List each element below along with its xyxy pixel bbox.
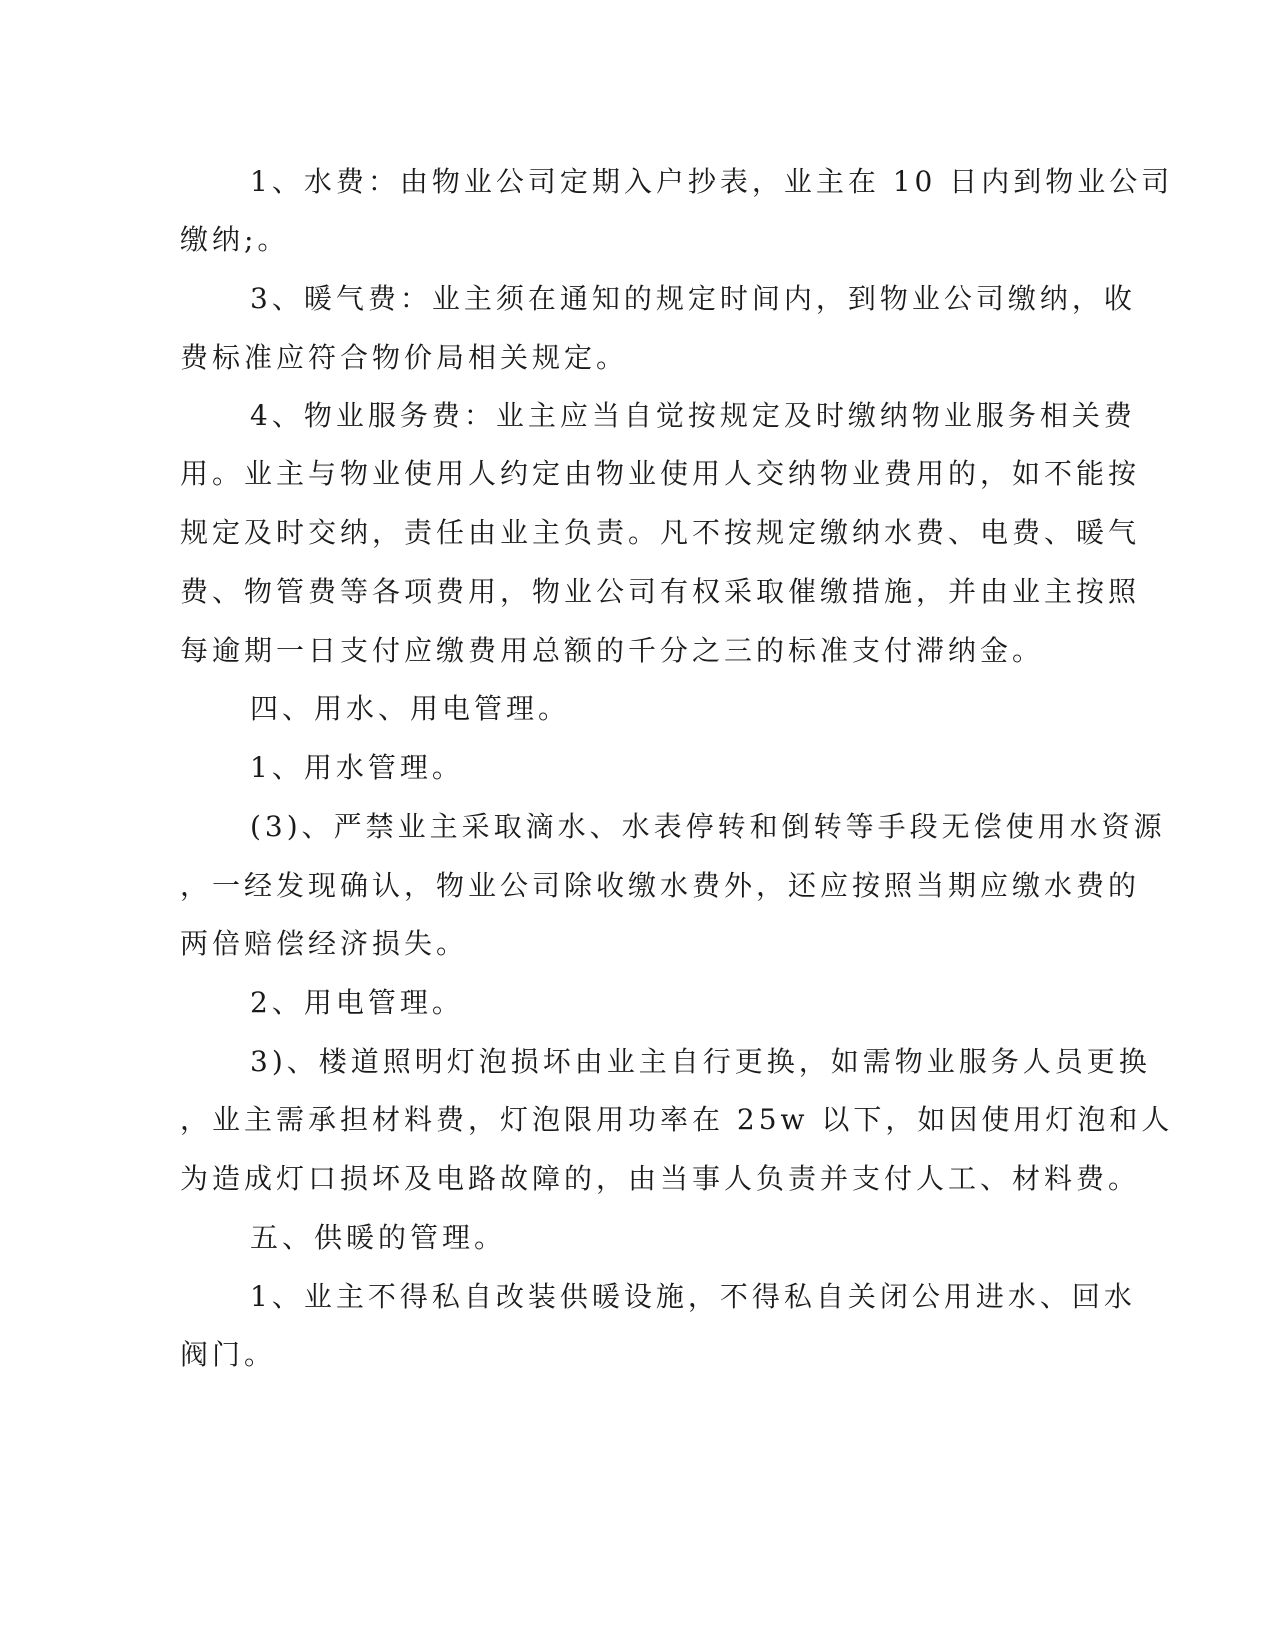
- paragraph-service-fee-line-2: 用。业主与物业使用人约定由物业使用人交纳物业费用的，如不能按: [180, 457, 1141, 490]
- paragraph-lighting-rule-line-3: 为造成灯口损坏及电路故障的，由当事人负责并支付人工、材料费。: [180, 1162, 1141, 1195]
- paragraph-service-fee-line-3: 规定及时交纳，责任由业主负责。凡不按规定缴纳水费、电费、暖气: [180, 516, 1141, 549]
- paragraph-lighting-rule-line-2: ，业主需承担材料费，灯泡限用功率在 25w 以下，如因使用灯泡和人: [180, 1103, 1174, 1136]
- paragraph-water-fee-line-2: 缴纳;。: [180, 223, 290, 256]
- subheading-electricity-management: 2、用电管理。: [250, 986, 464, 1019]
- paragraph-lighting-rule-line-1: 3)、楼道照明灯泡损坏由业主自行更换，如需物业服务人员更换: [250, 1045, 1151, 1078]
- paragraph-water-rule-line-3: 两倍赔偿经济损失。: [180, 927, 469, 960]
- paragraph-service-fee-line-4: 费、物管费等各项费用，物业公司有权采取催缴措施，并由业主按照: [180, 575, 1141, 608]
- paragraph-heating-rule-line-1: 1、业主不得私自改装供暖设施，不得私自关闭公用进水、回水: [250, 1280, 1136, 1313]
- paragraph-heating-fee-line-2: 费标准应符合物价局相关规定。: [180, 341, 629, 374]
- section-heading-water-electricity: 四、用水、用电管理。: [250, 692, 571, 725]
- paragraph-water-rule-line-1: (3)、严禁业主采取滴水、水表停转和倒转等手段无偿使用水资源: [250, 810, 1166, 843]
- paragraph-water-rule-line-2: ，一经发现确认，物业公司除收缴水费外，还应按照当期应缴水费的: [180, 869, 1141, 902]
- paragraph-water-fee-line-1: 1、水费：由物业公司定期入户抄表，业主在 10 日内到物业公司: [250, 165, 1174, 198]
- section-heading-heating: 五、供暖的管理。: [250, 1221, 507, 1254]
- paragraph-service-fee-line-5: 每逾期一日支付应缴费用总额的千分之三的标准支付滞纳金。: [180, 634, 1045, 667]
- subheading-water-management: 1、用水管理。: [250, 751, 464, 784]
- paragraph-heating-rule-line-2: 阀门。: [180, 1338, 277, 1371]
- paragraph-heating-fee-line-1: 3、暖气费：业主须在通知的规定时间内，到物业公司缴纳，收: [250, 282, 1136, 315]
- paragraph-service-fee-line-1: 4、物业服务费：业主应当自觉按规定及时缴纳物业服务相关费: [250, 399, 1136, 432]
